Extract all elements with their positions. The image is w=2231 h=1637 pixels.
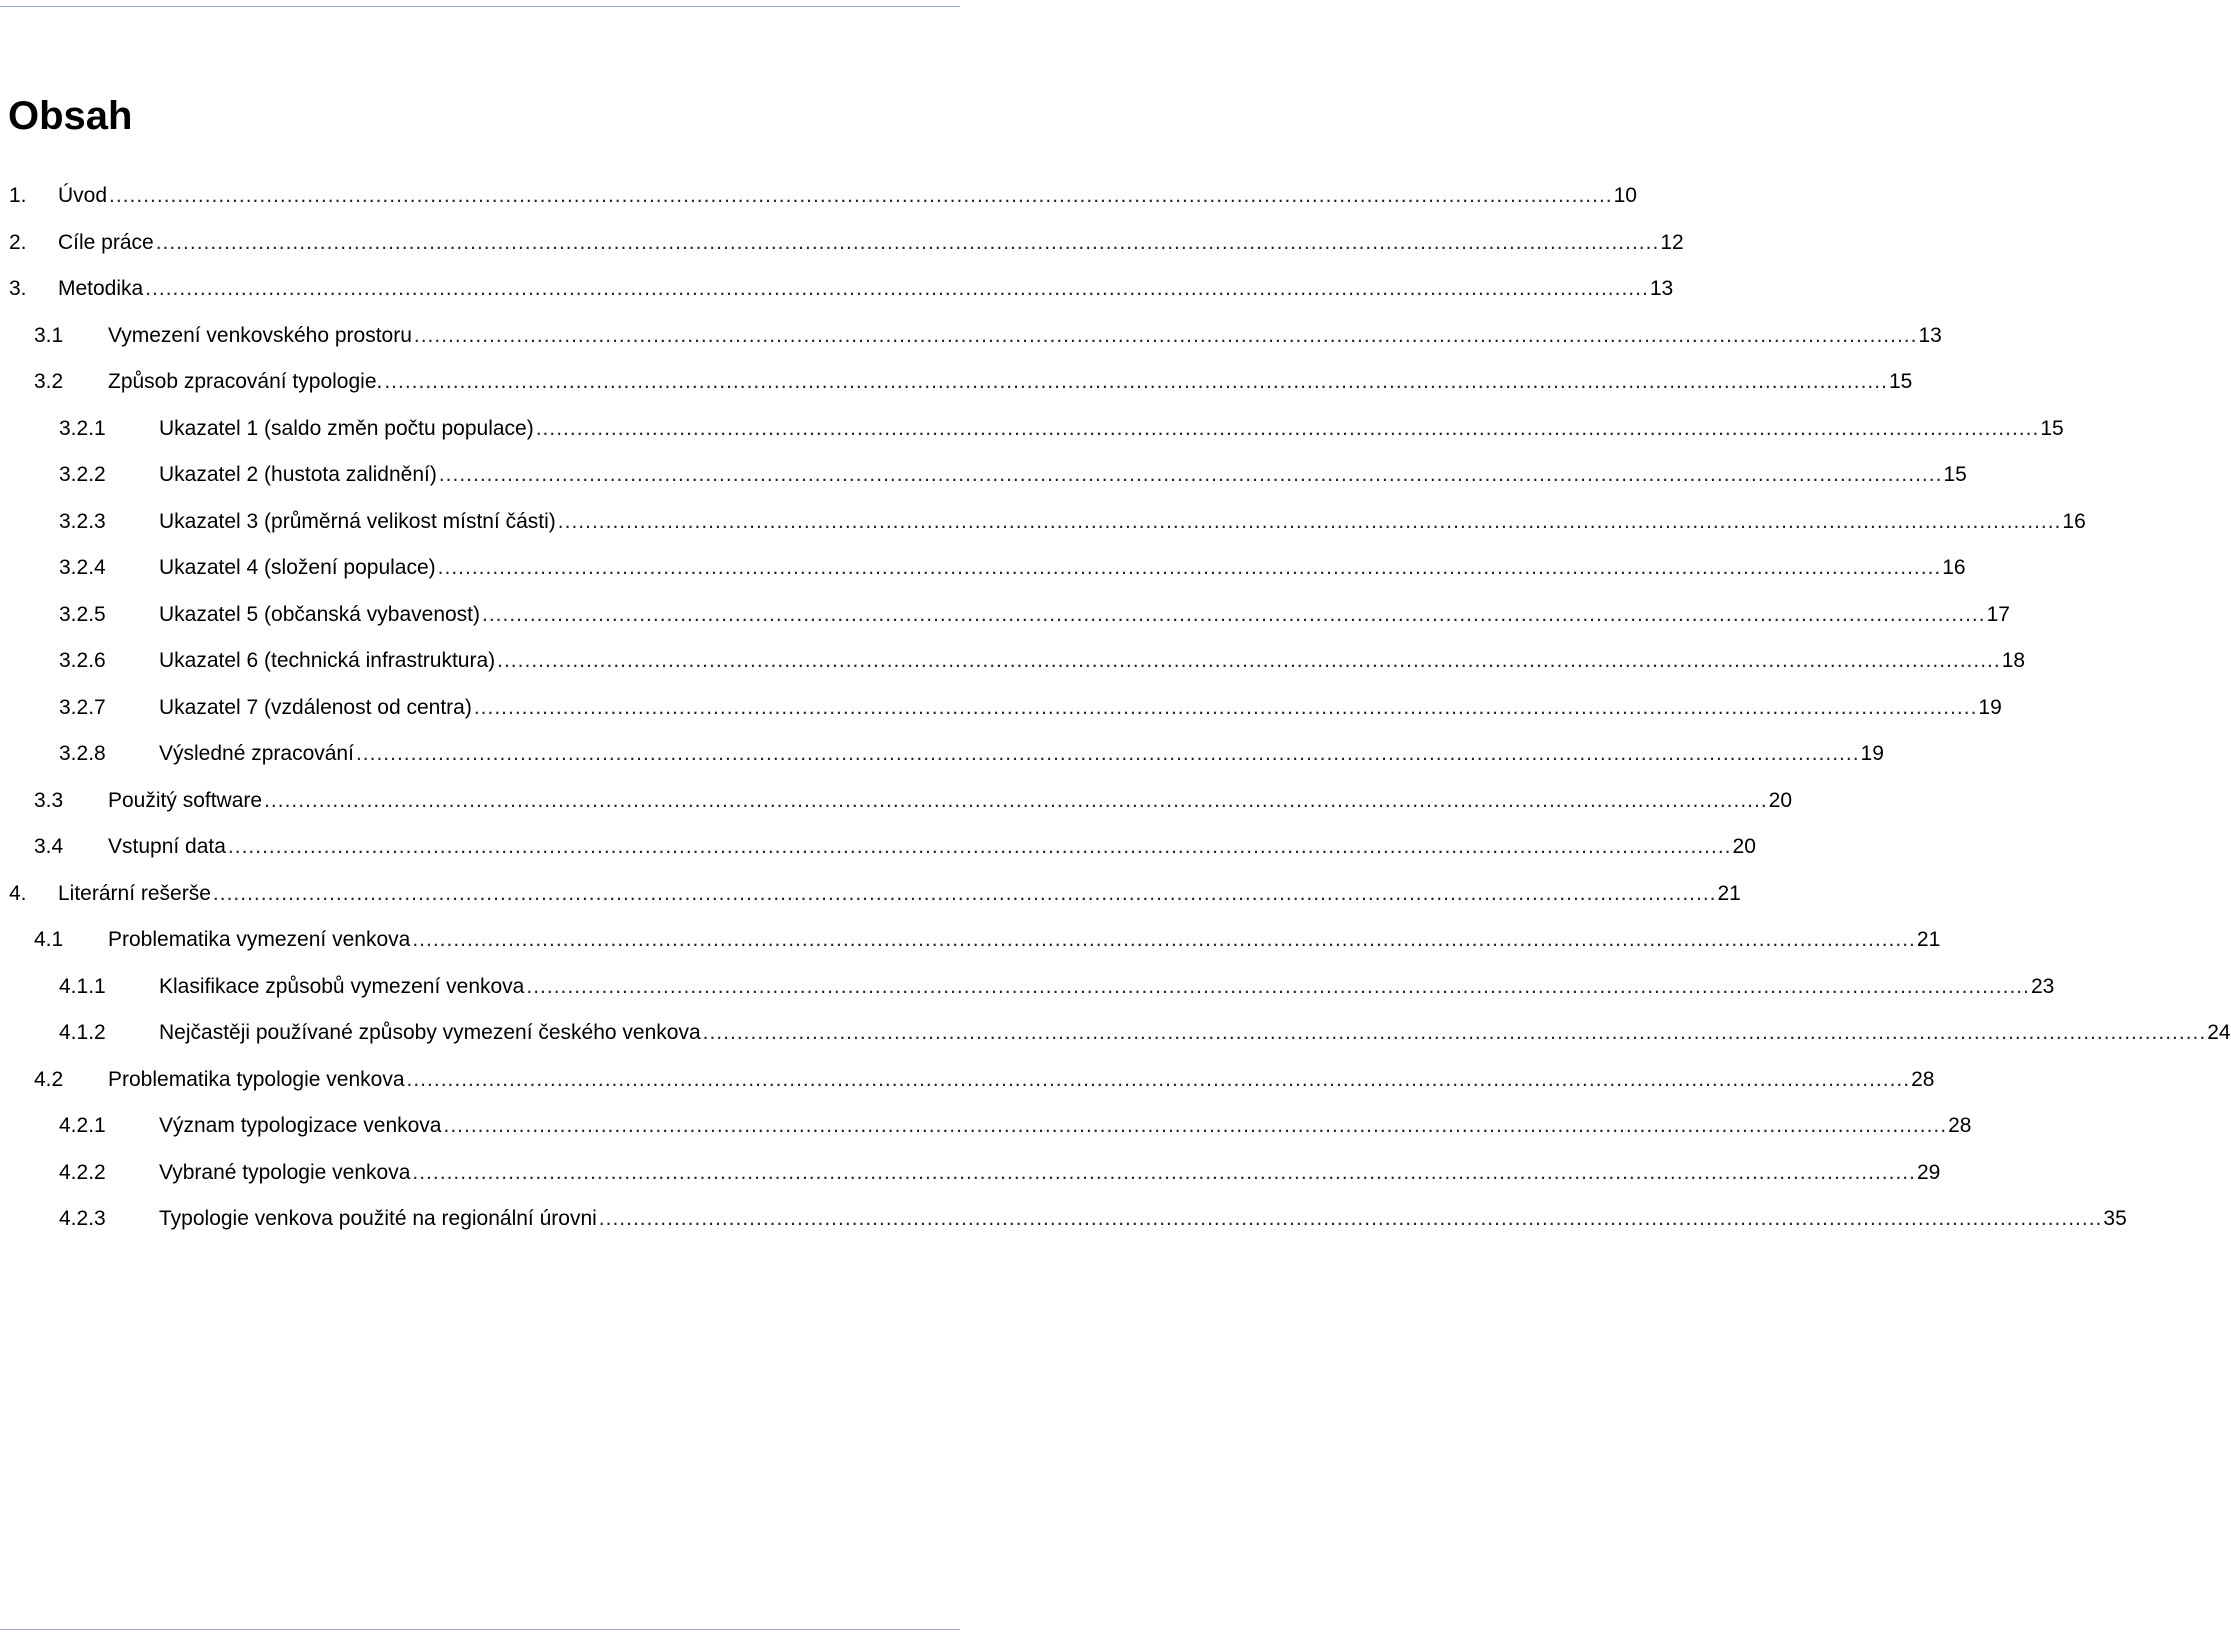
toc-entry-page: 20 [1768,788,1793,812]
table-of-contents [0,173,2231,1243]
toc-entry-page: 20 [1732,835,1756,858]
toc-entry-title: Význam typologizace venkova [159,1114,442,1137]
toc-entry-page: 21 [1717,881,1741,905]
toc-entry-page: 10 [1613,184,1637,207]
toc-entry-line [108,1057,1935,1104]
toc-entry-page: 19 [1978,695,2002,719]
toc-entry[interactable] [0,452,1967,499]
toc-entry[interactable] [0,1196,2127,1243]
toc-entry-number: 4.2 [34,1067,64,1091]
toc-entry-title: Vstupní data [108,835,226,858]
dot-leader: ............................................................................................................................................................................................................................ [109,184,1613,207]
toc-entry[interactable] [0,871,1741,918]
toc-entry-number: 4. [9,881,27,905]
toc-entry-number: 3.2.6 [59,649,106,672]
toc-entry-line [159,1150,1941,1197]
toc-entry-title: Ukazatel 5 (občanská vybavenost) [159,602,480,626]
toc-entry-line [159,545,1966,592]
toc-entry-line [108,824,1756,871]
dot-leader: ............................................................................................................................................................................................................................ [526,974,2030,998]
toc-entry-number: 3.2 [34,370,64,393]
toc-entry[interactable] [0,313,1942,360]
toc-entry-line [159,1196,2127,1243]
toc-entry-title: Metodika [58,277,144,300]
toc-entry-number: 3.1 [34,323,64,347]
toc-entry-line [108,313,1942,360]
toc-entry-page: 16 [1942,556,1966,579]
toc-entry-title: Ukazatel 7 (vzdálenost od centra) [159,695,472,719]
toc-entry[interactable] [0,592,2010,639]
toc-entry-page: 28 [1911,1067,1935,1091]
dot-leader: ............................................................................................................................................................................................................................ [412,1160,1916,1184]
toc-entry-page: 23 [2030,974,2055,998]
toc-entry-title: Problematika typologie venkova [108,1067,405,1091]
toc-entry-title: Literární rešerše [58,881,211,905]
toc-entry-line [159,638,2026,685]
toc-entry[interactable] [0,685,2002,732]
dot-leader: ............................................................................................................................................................................................................................ [438,463,1943,486]
toc-entry-number: 4.2.2 [59,1160,106,1184]
toc-entry-title: Nejčastěji používané způsoby vymezení českého venkova [159,1021,701,1044]
toc-entry-number: 2. [9,230,27,254]
dot-leader: ............................................................................................................................................................................................................................ [412,928,1916,951]
toc-entry-title: Klasifikace způsobů vymezení venkova [159,974,525,998]
toc-entry-line [159,964,2055,1011]
dot-leader: ............................................................................................................................................................................................................................ [557,509,2062,533]
toc-entry-title: Použitý software [108,788,263,812]
dot-leader: ............................................................................................................................................................................................................................ [598,1207,2103,1230]
toc-entry-title: Ukazatel 6 (technická infrastruktura) [159,649,496,672]
toc-entry-number: 4.2.1 [59,1114,106,1137]
toc-entry-title: Způsob zpracování typologie. [108,370,383,393]
toc-entry-line [159,452,1967,499]
toc-entry[interactable] [0,220,1684,267]
toc-entry-line [58,220,1684,267]
toc-entry-page: 17 [1986,602,2010,626]
toc-entry-title: Cíle práce [58,230,154,254]
toc-entry-page: 21 [1916,928,1941,951]
toc-entry-number: 1. [9,184,27,207]
page-title: Obsah [8,94,133,138]
toc-entry[interactable] [0,731,1884,778]
toc-entry-line [159,1103,1972,1150]
toc-entry[interactable] [0,1057,1935,1104]
toc-entry-title: Ukazatel 3 (průměrná velikost místní části) [159,509,556,533]
toc-entry-number: 3.2.4 [59,556,106,579]
toc-entry-line [108,778,1793,825]
toc-entry-page: 29 [1916,1160,1941,1184]
toc-entry[interactable] [0,917,1941,964]
toc-entry-line [58,871,1741,918]
toc-entry-title: Ukazatel 2 (hustota zalidnění) [159,463,437,486]
toc-entry-line [159,731,1884,778]
toc-entry-page: 18 [2001,649,2026,672]
toc-entry[interactable] [0,778,1793,825]
toc-entry-number: 3. [9,277,27,300]
toc-entry[interactable] [0,1010,2231,1057]
toc-entry-number: 3.2.7 [59,695,106,719]
toc-entry[interactable] [0,499,2086,546]
toc-entry[interactable] [0,638,2026,685]
toc-entry-title: Ukazatel 1 (saldo změn počtu populace) [159,416,534,440]
toc-entry-line [159,1010,2231,1057]
dot-leader: ............................................................................................................................................................................................................................ [413,323,1918,347]
toc-entry-page: 19 [1860,742,1884,765]
toc-entry-page: 13 [1918,323,1942,347]
dot-leader: ............................................................................................................................................................................................................................ [702,1021,2207,1044]
dot-leader: ............................................................................................................................................................................................................................ [497,649,2001,672]
toc-entry-number: 3.2.5 [59,602,106,626]
toc-entry-page: 35 [2103,1207,2127,1230]
dot-leader: ............................................................................................................................................................................................................................ [145,277,1649,300]
toc-entry-line [159,499,2086,546]
dot-leader: ............................................................................................................................................................................................................................ [443,1114,1948,1137]
footer-rule [0,1629,960,1630]
dot-leader: ............................................................................................................................................................................................................................ [473,695,1978,719]
toc-entry-title: Úvod [58,184,108,207]
toc-entry-line [159,406,2064,453]
dot-leader: ............................................................................................................................................................................................................................ [482,602,1986,626]
dot-leader: ............................................................................................................................................................................................................................ [406,1067,1911,1091]
header-rule [0,6,960,7]
toc-entry-title: Vybrané typologie venkova [159,1160,411,1184]
toc-entry-number: 3.4 [34,835,64,858]
dot-leader: ............................................................................................................................................................................................................................ [355,742,1860,765]
dot-leader: ............................................................................................................................................................................................................................ [384,370,1888,393]
toc-entry-title: Ukazatel 4 (složení populace) [159,556,436,579]
dot-leader: ............................................................................................................................................................................................................................ [437,556,1942,579]
toc-entry-number: 4.1 [34,928,64,951]
dot-leader: ............................................................................................................................................................................................................................ [212,881,1717,905]
toc-entry[interactable] [0,406,2064,453]
toc-entry-number: 3.2.2 [59,463,106,486]
toc-entry-line [108,917,1941,964]
dot-leader: ............................................................................................................................................................................................................................ [264,788,1768,812]
toc-entry-line [108,359,1913,406]
toc-entry[interactable] [0,1150,1941,1197]
toc-entry-number: 4.2.3 [59,1207,106,1230]
toc-entry-number: 4.1.2 [59,1021,106,1044]
toc-entry-number: 3.2.1 [59,416,106,440]
dot-leader: ............................................................................................................................................................................................................................ [535,416,2040,440]
toc-entry-line [159,592,2010,639]
toc-entry-line [58,173,1637,220]
toc-entry[interactable] [0,1103,1972,1150]
toc-entry-page: 28 [1948,1114,1972,1137]
toc-entry-line [58,266,1674,313]
toc-entry-number: 3.2.8 [59,742,106,765]
dot-leader: ............................................................................................................................................................................................................................ [227,835,1732,858]
toc-entry[interactable] [0,824,1756,871]
toc-entry[interactable] [0,266,1674,313]
toc-entry[interactable] [0,964,2055,1011]
toc-entry-title: Výsledné zpracování [159,742,354,765]
toc-entry-number: 3.3 [34,788,64,812]
toc-entry-number: 3.2.3 [59,509,106,533]
toc-entry-title: Problematika vymezení venkova [108,928,411,951]
toc-entry-page: 15 [1888,370,1913,393]
toc-entry[interactable] [0,173,1637,220]
toc-entry[interactable] [0,359,1913,406]
toc-entry-page: 15 [2040,416,2064,440]
dot-leader: ............................................................................................................................................................................................................................ [155,230,1660,254]
toc-entry[interactable] [0,545,1966,592]
toc-entry-number: 4.1.1 [59,974,106,998]
toc-entry-page: 24 [2207,1021,2231,1044]
toc-entry-page: 13 [1649,277,1674,300]
toc-entry-title: Typologie venkova použité na regionální úrovni [159,1207,597,1230]
toc-entry-page: 16 [2062,509,2086,533]
toc-entry-page: 15 [1943,463,1967,486]
toc-entry-line [159,685,2002,732]
toc-entry-title: Vymezení venkovského prostoru [108,323,412,347]
toc-entry-page: 12 [1660,230,1684,254]
